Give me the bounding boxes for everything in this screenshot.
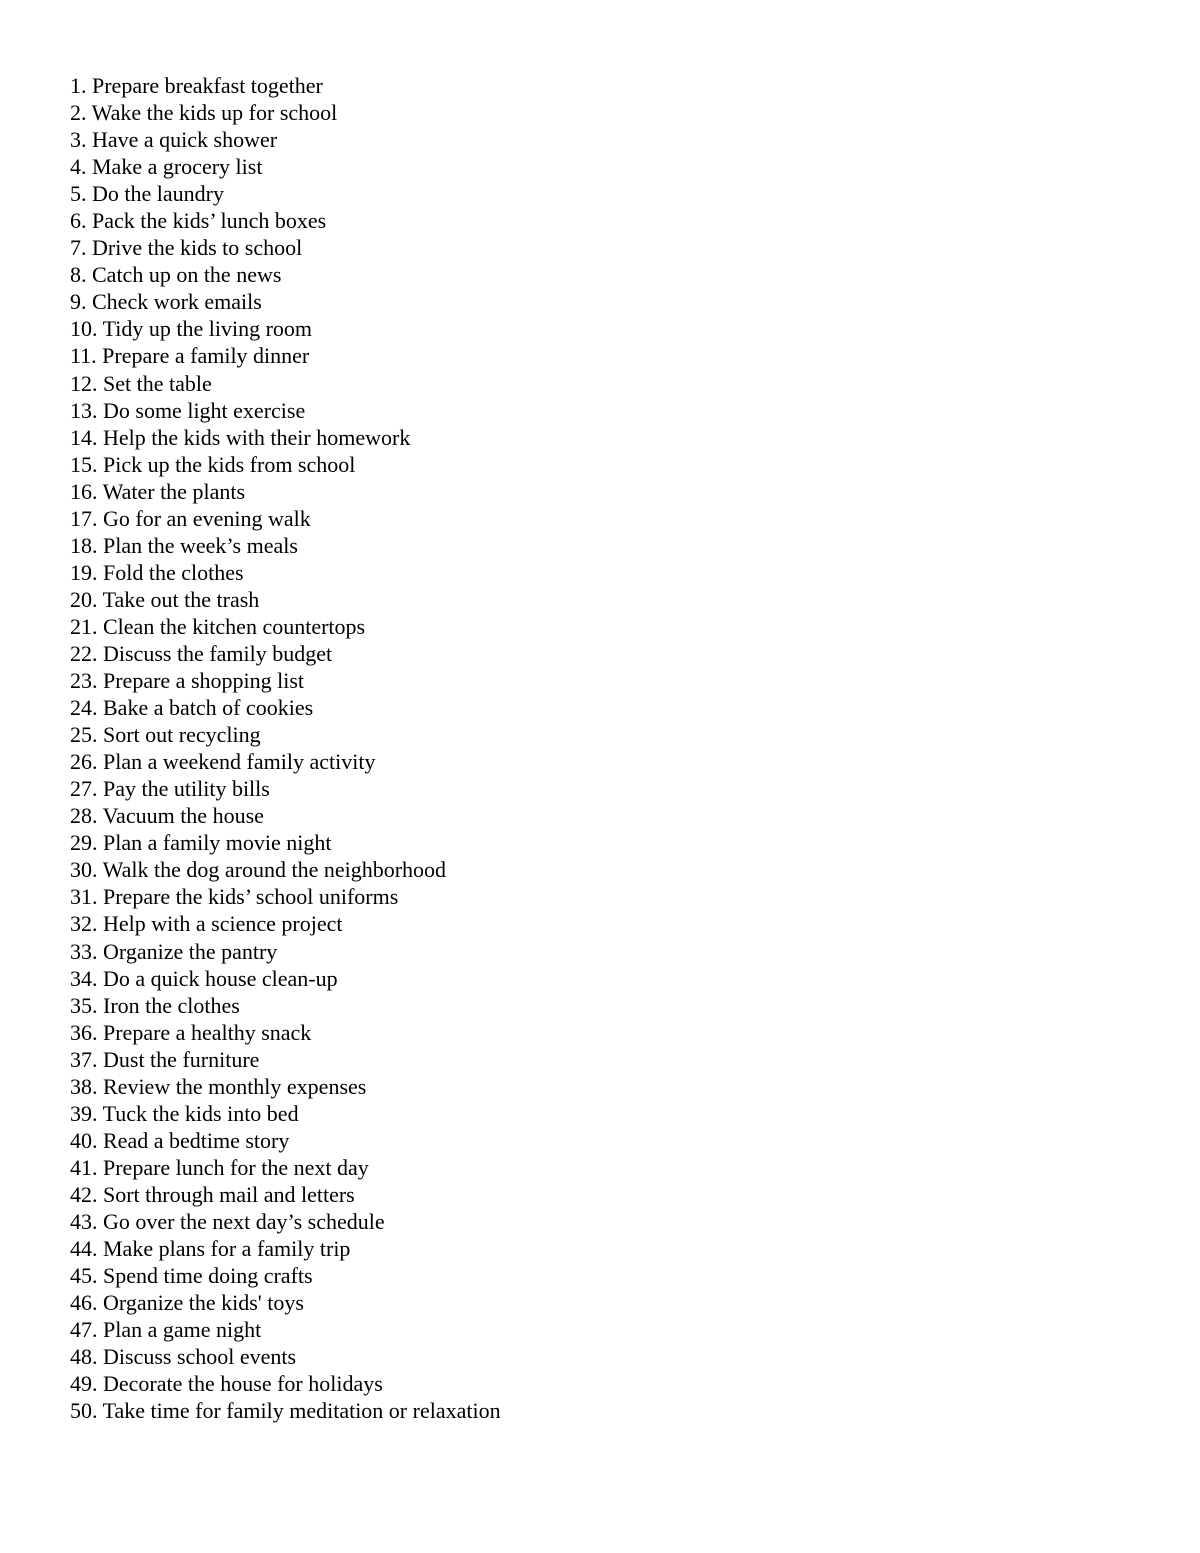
list-item: 2. Wake the kids up for school <box>70 100 338 126</box>
list-item: 35. Iron the clothes <box>70 992 240 1018</box>
list-item: 15. Pick up the kids from school <box>70 451 356 477</box>
list-item: 29. Plan a family movie night <box>70 830 332 856</box>
list-item: 30. Walk the dog around the neighborhood <box>70 857 447 883</box>
list-item: 38. Review the monthly expenses <box>70 1073 367 1099</box>
list-item: 18. Plan the week’s meals <box>70 532 298 558</box>
list-item: 40. Read a bedtime story <box>70 1127 290 1153</box>
list-item: 1. Prepare breakfast together <box>70 73 323 98</box>
list-item: 45. Spend time doing crafts <box>70 1263 313 1289</box>
list-item: 7. Drive the kids to school <box>70 235 303 261</box>
list-item: 46. Organize the kids' toys <box>70 1290 304 1316</box>
list-item: 23. Prepare a shopping list <box>70 668 305 694</box>
list-item: 12. Set the table <box>70 370 212 396</box>
list-item: 11. Prepare a family dinner <box>70 343 310 369</box>
list-item: 5. Do the laundry <box>70 181 224 207</box>
list-item: 21. Clean the kitchen countertops <box>70 613 366 639</box>
list-item: 26. Plan a weekend family activity <box>70 749 376 775</box>
task-list <box>70 72 501 1424</box>
list-item: 49. Decorate the house for holidays <box>70 1371 383 1397</box>
list-item: 48. Discuss school events <box>70 1344 297 1370</box>
list-item: 31. Prepare the kids’ school uniforms <box>70 884 399 910</box>
list-item: 36. Prepare a healthy snack <box>70 1019 312 1045</box>
list-item: 3. Have a quick shower <box>70 127 278 153</box>
list-item: 22. Discuss the family budget <box>70 640 333 666</box>
list-item: 19. Fold the clothes <box>70 559 244 585</box>
list-item: 6. Pack the kids’ lunch boxes <box>70 208 327 234</box>
list-item: 27. Pay the utility bills <box>70 776 270 802</box>
list-item: 44. Make plans for a family trip <box>70 1236 351 1262</box>
list-item: 33. Organize the pantry <box>70 938 278 964</box>
list-item: 14. Help the kids with their homework <box>70 424 411 450</box>
list-item: 17. Go for an evening walk <box>70 505 311 531</box>
list-item: 43. Go over the next day’s schedule <box>70 1208 385 1234</box>
list-item: 37. Dust the furniture <box>70 1046 260 1072</box>
list-item: 39. Tuck the kids into bed <box>70 1100 299 1126</box>
list-item: 13. Do some light exercise <box>70 397 306 423</box>
list-item: 47. Plan a game night <box>70 1317 262 1343</box>
list-item: 4. Make a grocery list <box>70 154 263 180</box>
list-item: 28. Vacuum the house <box>70 803 264 829</box>
list-item: 9. Check work emails <box>70 289 262 315</box>
list-item: 32. Help with a science project <box>70 911 343 937</box>
list-item: 42. Sort through mail and letters <box>70 1181 355 1207</box>
list-item: 41. Prepare lunch for the next day <box>70 1154 369 1180</box>
list-item: 20. Take out the trash <box>70 586 260 612</box>
list-item: 50. Take time for family meditation or relaxation <box>70 1398 501 1424</box>
list-item: 16. Water the plants <box>70 478 246 504</box>
list-item: 34. Do a quick house clean-up <box>70 965 338 991</box>
list-item: 24. Bake a batch of cookies <box>70 695 314 721</box>
list-item: 25. Sort out recycling <box>70 722 261 748</box>
list-item: 10. Tidy up the living room <box>70 316 313 342</box>
list-item: 8. Catch up on the news <box>70 262 282 288</box>
